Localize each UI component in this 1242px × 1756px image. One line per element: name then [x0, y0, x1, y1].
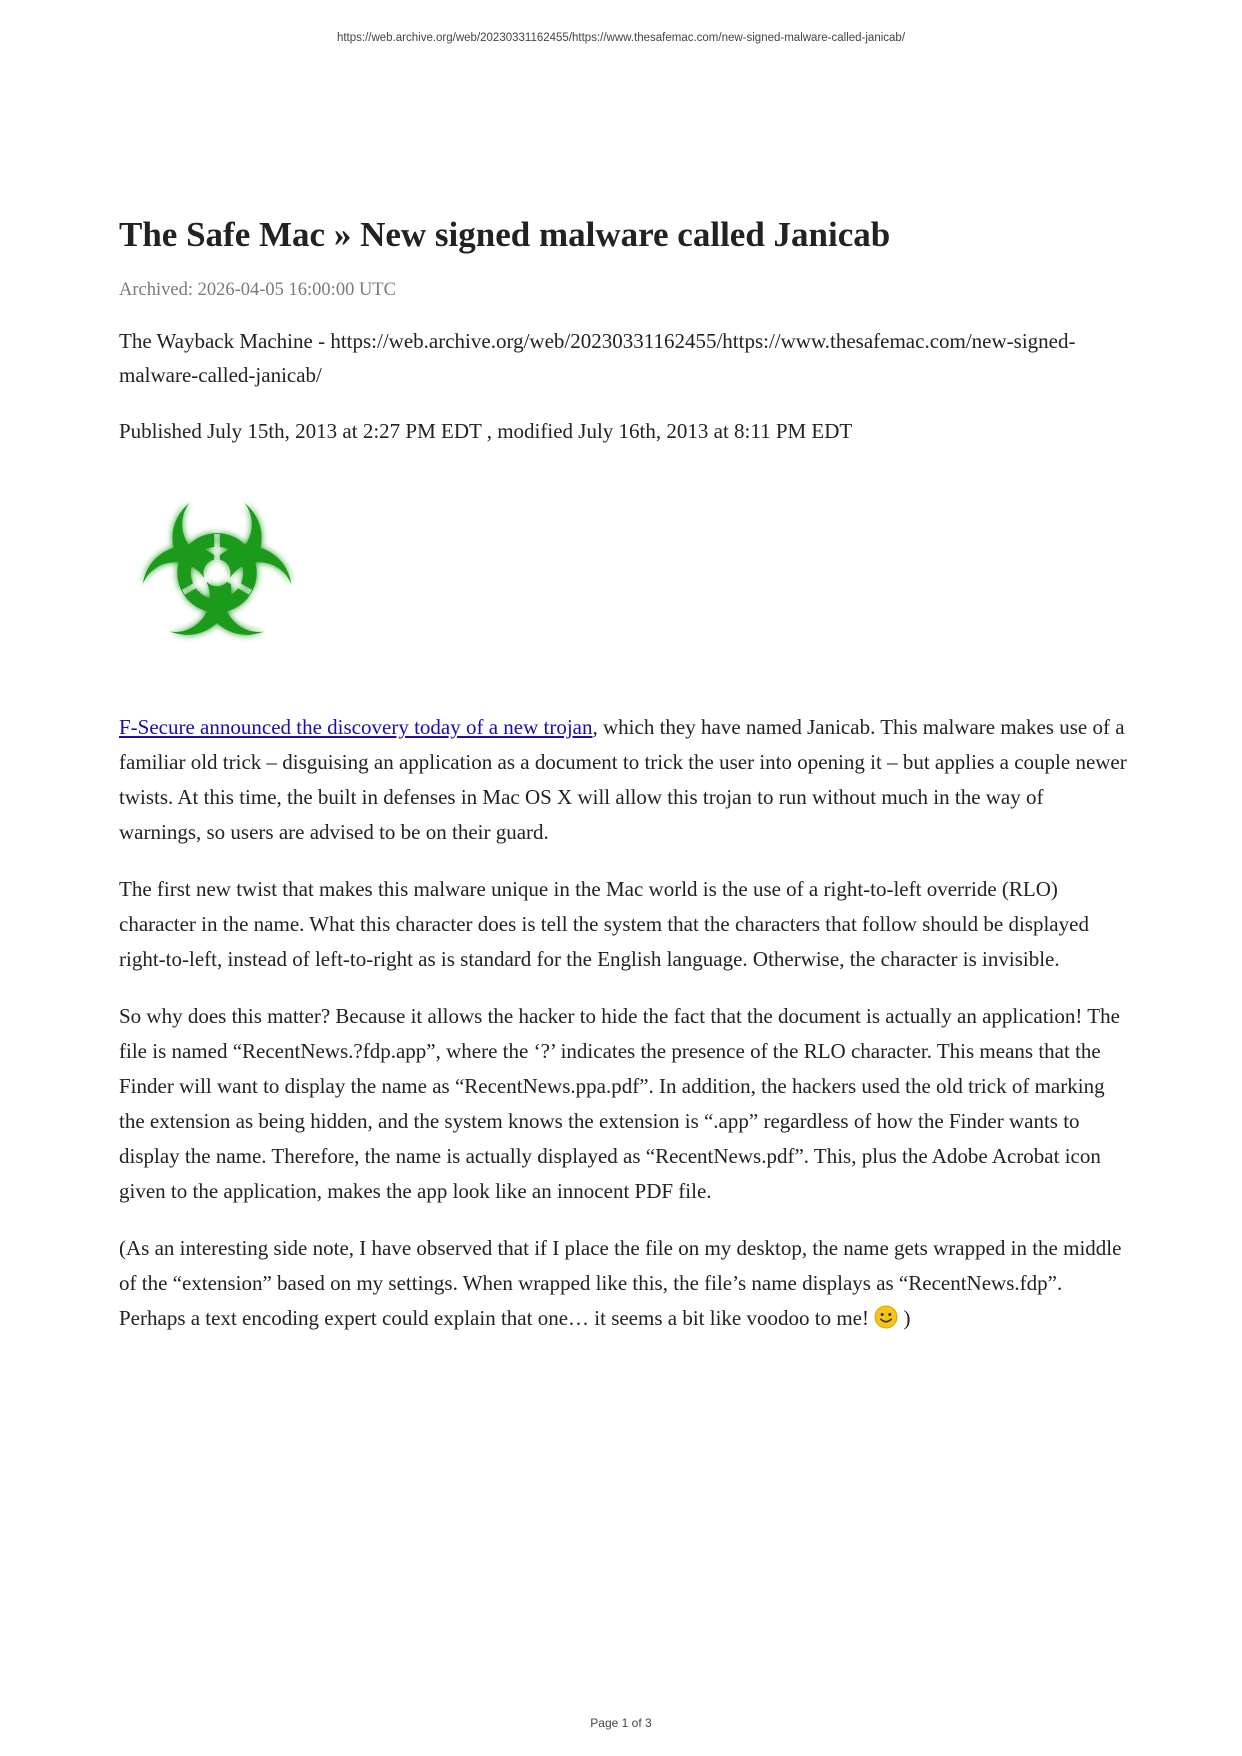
biohazard-icon	[119, 476, 315, 660]
print-url-header: https://web.archive.org/web/20230331162455/https://www.thesafemac.com/new-signed-malware-called-janicab/	[336, 32, 906, 44]
article-paragraph-4	[119, 1231, 1129, 1336]
paragraph-1-text: , which they have named Janicab. This malware makes use of a familiar old trick – disguising an application as a document to trick the user into opening it – but applies a couple newer twists. At this time, the built in defenses in Mac OS X will allow this trojan to run without much in the way of warnings, so users are advised to be on their guard.	[119, 715, 1127, 844]
archived-timestamp: Archived: 2026-04-05 16:00:00 UTC	[119, 280, 396, 300]
article-paragraph-3: So why does this matter? Because it allows the hacker to hide the fact that the document is actually an application! The file is named “RecentNews.?fdp.app”, where the ‘?’ indicates the presence of the RLO character. This means that the Finder will want to display the name as “RecentNews.ppa.pdf”. In addition, the hackers used the old trick of marking the extension as being hidden, and the system knows the extension is “.app” regardless of how the Finder wants to display the name. Therefore, the name is actually displayed as “RecentNews.pdf”. This, plus the Adobe Acrobat icon given to the application, makes the app look like an innocent PDF file.	[119, 1004, 1120, 1203]
f-secure-trojan-link[interactable]: F-Secure announced the discovery today of a new trojan	[119, 715, 593, 739]
page-title: The Safe Mac » New signed malware called Janicab	[119, 215, 891, 254]
biohazard-image	[119, 476, 315, 660]
page-number: Page 1 of 3	[590, 1716, 652, 1730]
published-date: Published July 15th, 2013 at 2:27 PM EDT , modified July 16th, 2013 at 8:11 PM EDT	[119, 419, 853, 443]
article	[119, 212, 1129, 1336]
article-paragraph-2: The first new twist that makes this malware unique in the Mac world is the use of a right-to-left override (RLO) character in the name. What this character does is tell the system that the characters that follow should be displayed right-to-left, instead of left-to-right as is standard for the English language. Otherwise, the character is invisible.	[119, 877, 1089, 971]
paragraph-4-text: (As an interesting side note, I have observed that if I place the file on my desktop, the name gets wrapped in the middle of the “extension” based on my settings. When wrapped like this, the file’s name displays as “RecentNews.fdp”. Perhaps a text encoding expert could explain that one… it seems a bit like voodoo to me!	[119, 1236, 1122, 1330]
article-paragraph-1	[119, 710, 1129, 850]
paragraph-4-end: )	[903, 1306, 911, 1330]
smiley-icon	[874, 1305, 898, 1329]
wayback-source-line: The Wayback Machine - https://web.archive.org/web/20230331162455/https://www.thesafemac.com/new-signed-malware-called-janicab/	[119, 329, 1076, 387]
